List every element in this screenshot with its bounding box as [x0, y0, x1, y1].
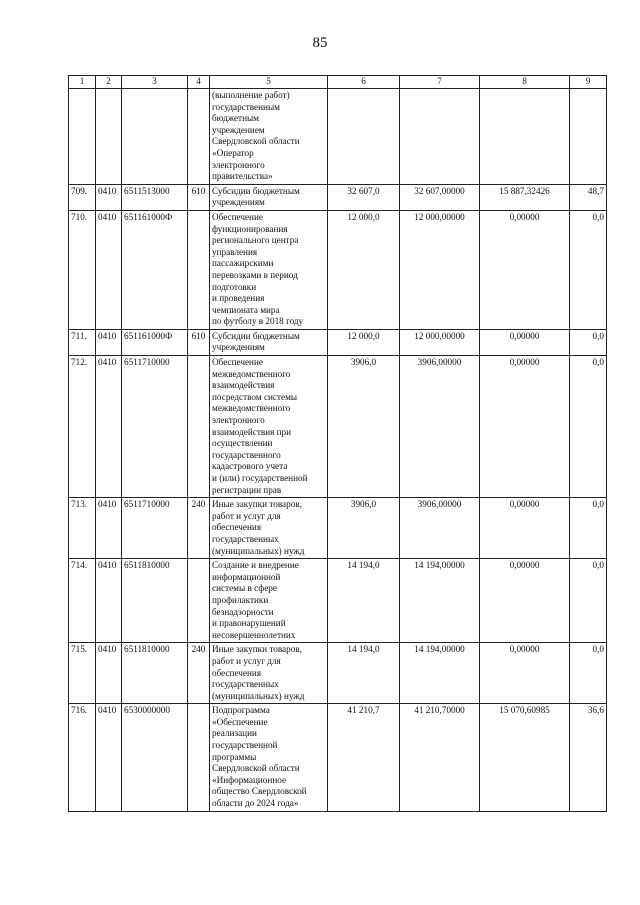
table-row [69, 210, 607, 329]
section-code: 0410 [96, 704, 122, 811]
table-row [69, 184, 607, 210]
row-number: 715. [69, 643, 96, 704]
row-number [69, 89, 96, 185]
execution-percent: 0,0 [570, 356, 607, 498]
approved-amount: 14 194,00000 [400, 643, 480, 704]
item-name: Создание и внедрение информационной системы в сфере профилактики безнадзорности и правонарушений несовершеннолетних [210, 559, 328, 643]
row-number: 711. [69, 329, 96, 355]
executed-amount: 0,00000 [480, 643, 570, 704]
execution-percent: 0,0 [570, 559, 607, 643]
page-number: 85 [312, 35, 328, 51]
execution-percent [570, 89, 607, 185]
row-number: 716. [69, 704, 96, 811]
item-name: (выполнение работ) государственным бюджетным учреждением Свердловской области «Оператор электронного правительства» [210, 89, 328, 185]
executed-amount: 0,00000 [480, 329, 570, 355]
expense-type [188, 704, 210, 811]
budget-table [68, 75, 607, 812]
target-code: 6511513000 [122, 184, 188, 210]
target-code [122, 89, 188, 185]
item-name: Обеспечение функционирования регионального центра управления пассажирскими перевозками в период подготовки и проведения чемпионата мира по футболу в 2018 году [210, 210, 328, 329]
expense-type: 610 [188, 184, 210, 210]
col-header: 1 [69, 76, 96, 89]
execution-percent: 0,0 [570, 643, 607, 704]
executed-amount [480, 89, 570, 185]
execution-percent: 48,7 [570, 184, 607, 210]
section-code: 0410 [96, 329, 122, 355]
section-code: 0410 [96, 643, 122, 704]
executed-amount: 15 887,32426 [480, 184, 570, 210]
executed-amount: 0,00000 [480, 498, 570, 559]
execution-percent: 36,6 [570, 704, 607, 811]
item-name: Обеспечение межведомственного взаимодействия посредством системы межведомственного электронного взаимодействия при осуществлении государственного кадастрового учета и (или) государственной регистрации прав [210, 356, 328, 498]
executed-amount: 0,00000 [480, 210, 570, 329]
section-code: 0410 [96, 559, 122, 643]
section-code: 0410 [96, 210, 122, 329]
item-name: Иные закупки товаров, работ и услуг для обеспечения государственных (муниципальных) нужд [210, 643, 328, 704]
expense-type: 610 [188, 329, 210, 355]
row-number: 712. [69, 356, 96, 498]
section-code [96, 89, 122, 185]
table-row [69, 559, 607, 643]
expense-type [188, 89, 210, 185]
expense-type: 240 [188, 643, 210, 704]
approved-amount: 41 210,70000 [400, 704, 480, 811]
planned-amount: 3906,0 [328, 356, 400, 498]
planned-amount: 32 607,0 [328, 184, 400, 210]
table-row [69, 356, 607, 498]
expense-type [188, 356, 210, 498]
col-header: 8 [480, 76, 570, 89]
approved-amount: 32 607,00000 [400, 184, 480, 210]
target-code: 6511710000 [122, 356, 188, 498]
row-number: 709. [69, 184, 96, 210]
target-code: 6511810000 [122, 643, 188, 704]
executed-amount: 0,00000 [480, 559, 570, 643]
expense-type [188, 559, 210, 643]
section-code: 0410 [96, 184, 122, 210]
approved-amount: 3906,00000 [400, 356, 480, 498]
table-row [69, 89, 607, 185]
col-header: 5 [210, 76, 328, 89]
executed-amount: 15 070,60985 [480, 704, 570, 811]
target-code: 6511810000 [122, 559, 188, 643]
item-name: Субсидии бюджетным учреждениям [210, 329, 328, 355]
section-code: 0410 [96, 498, 122, 559]
item-name: Подпрограмма «Обеспечение реализации государственной программы Свердловской области «Информационное общество Свердловской области до 2024 года» [210, 704, 328, 811]
target-code: 6511710000 [122, 498, 188, 559]
table-row [69, 704, 607, 811]
table-row [69, 498, 607, 559]
execution-percent: 0,0 [570, 329, 607, 355]
col-header: 2 [96, 76, 122, 89]
executed-amount: 0,00000 [480, 356, 570, 498]
row-number: 713. [69, 498, 96, 559]
execution-percent: 0,0 [570, 210, 607, 329]
planned-amount: 3906,0 [328, 498, 400, 559]
col-header: 3 [122, 76, 188, 89]
planned-amount: 12 000,0 [328, 210, 400, 329]
col-header: 9 [570, 76, 607, 89]
col-header: 6 [328, 76, 400, 89]
approved-amount: 3906,00000 [400, 498, 480, 559]
approved-amount [400, 89, 480, 185]
table-row [69, 329, 607, 355]
target-code: 651161000Ф [122, 329, 188, 355]
planned-amount: 14 194,0 [328, 559, 400, 643]
table-row [69, 643, 607, 704]
approved-amount: 14 194,00000 [400, 559, 480, 643]
expense-type: 240 [188, 498, 210, 559]
row-number: 710. [69, 210, 96, 329]
col-header: 4 [188, 76, 210, 89]
item-name: Иные закупки товаров, работ и услуг для обеспечения государственных (муниципальных) нужд [210, 498, 328, 559]
planned-amount: 14 194,0 [328, 643, 400, 704]
section-code: 0410 [96, 356, 122, 498]
item-name: Субсидии бюджетным учреждениям [210, 184, 328, 210]
table-body [69, 89, 607, 812]
header-row [69, 76, 607, 89]
target-code: 6530000000 [122, 704, 188, 811]
execution-percent: 0,0 [570, 498, 607, 559]
expense-type [188, 210, 210, 329]
approved-amount: 12 000,00000 [400, 329, 480, 355]
planned-amount: 12 000,0 [328, 329, 400, 355]
col-header: 7 [400, 76, 480, 89]
row-number: 714. [69, 559, 96, 643]
target-code: 651161000Ф [122, 210, 188, 329]
planned-amount [328, 89, 400, 185]
approved-amount: 12 000,00000 [400, 210, 480, 329]
planned-amount: 41 210,7 [328, 704, 400, 811]
